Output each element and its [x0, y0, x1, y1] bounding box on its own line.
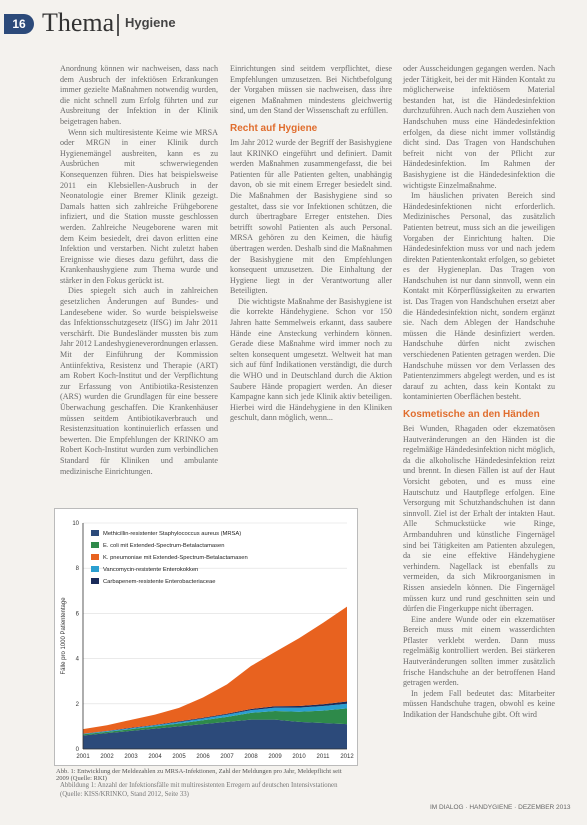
x-tick-label: 2007 [220, 754, 234, 760]
paragraph: In jedem Fall bedeutet das: Mitarbeiter müssen Handschuhe tragen, obwohl es keine Indikation der Handschuhe gibt. Oft wird [403, 688, 555, 720]
x-tick-label: 2012 [340, 754, 354, 760]
chart-figure [54, 508, 358, 766]
paragraph: Einrichtungen sind seitdem verpflichtet, diese Empfehlungen umzusetzen. Bei Nichtbefolgung der Vorgaben müssen sie nachweisen, dass ihre eigenen Maßnahmen mindestens gleichwertig sind, um den Stand der Wissenschaft zu erfüllen. [230, 64, 392, 116]
area-chart [55, 509, 357, 765]
title-separator [117, 14, 119, 36]
legend-label: Carbapenem-resistente Enterobacteriaceae [103, 579, 216, 585]
column-3 [403, 64, 555, 721]
legend-swatch [91, 554, 99, 560]
x-tick-label: 2004 [148, 754, 162, 760]
x-tick-label: 2001 [76, 754, 90, 760]
legend-swatch [91, 566, 99, 572]
figure-caption: Abb. 1: Entwicklung der Meldezahlen zu MRSA-Infektionen, Zahl der Meldungen pro Jahr, Meldepflicht seit 2009 (Quelle: RKI) [56, 768, 342, 782]
legend-label: Methicillin-resistenter Staphylococcus aureus (MRSA) [103, 531, 242, 537]
paragraph: Anordnung können wir nachweisen, dass nach dem Ausbruch der infektiösen Erkrankungen immer gezielte Maßnahmen notwendig wurden, die nicht schnell zum Erfolg führten und zur Ausbreitung der Infektion in der Klinik beigetragen haben. [60, 64, 218, 126]
section-heading: Recht auf Hygiene [230, 122, 318, 134]
page-number: 16 [4, 14, 34, 34]
y-tick-label: 10 [72, 521, 79, 527]
legend-label: Vancomycin-resistente Enterokokken [103, 567, 199, 573]
x-tick-label: 2009 [268, 754, 282, 760]
paragraph: Wenn sich multiresistente Keime wie MRSA oder MRGN in einer Klinik durch Hygienemängel ausbreiten, kann es zu Ausbrüchen mit schwerwiegenden Konsequenzen führen. Dies hat beispielsweise 2011 ein Klebsiellen-Ausbruch in der Neonatologie einer Bremer Klinik gezeigt. Damals hatten sich zahlreiche Frühgeborene infiziert, und die Station musste geschlossen werden. Zahlreiche Neugeborene waren mit dem Keim besiedelt, drei davon erlitten eine Infektion und verstarben. Nicht zuletzt haben Ereignisse wie dieses dazu geführt, dass die Krankenhaushygiene zum Thema wurde und stärker in den Fokus gerückt ist. [60, 127, 218, 285]
y-tick-label: 2 [75, 701, 79, 708]
legend-label: E. coli mit Extended-Spectrum-Betalactamasen [103, 543, 225, 549]
x-tick-label: 2011 [316, 754, 330, 760]
y-tick-label: 6 [75, 611, 79, 618]
legend-swatch [91, 578, 99, 584]
y-tick-label: 4 [75, 656, 79, 663]
paragraph: Im häuslichen privaten Bereich sind Händedesinfektionen nicht erforderlich. Medizinisches Personal, das zusätzlich Patienten betreut, muss sich an die jeweiligen Vorgaben der Einrichtung halten. Die Händedesinfektion muss vor und nach jedem direkten Patientenkontakt erfolgen, so gebietet es der Hygieneplan. Das Tragen von Handschuhen ist nur dann sinnvoll, wenn ein Kontakt mit Körperflüssigkeiten zu erwarten ist. Das Tragen von Handschuhen ersetzt aber die Händedesinfektion nicht, sondern ergänzt sie. Nach dem Ablegen der Handschuhe müssen die Hände desinfiziert werden. Handschuhe dürfen nicht zwischen verschiedenen Patienten getragen werden. Die Handschuhe müssen vor dem Verlassen des Patientenzimmers abgelegt werden, und es ist darauf zu achten, dass kein Kontakt zu kontaminierten Oberflächen besteht. [403, 191, 555, 402]
paragraph: Eine andere Wunde oder ein ekzematöser Bereich muss mit einem wasserdichten Pflaster verklebt werden. Dann muss regelmäßig kontrolliert werden. Bei stärkeren Hautveränderungen sollten immer zusätzlich frische Handschuhe an der betroffenen Hand getragen werden. [403, 614, 555, 688]
y-tick-label: 8 [75, 566, 79, 573]
paragraph: Dies spiegelt sich auch in zahlreichen gesetzlichen Änderungen auf Bundes- und Landesebene wider. So wurde beispielsweise das Infektionsschutzgesetz (IfSG) im Jahr 2011 verschärft. Die Bundesländer mussten bis zum Jahr 2012 Landeshygieneverordnungen erlassen. Mit der Einführung der Kommission Antiinfektiva, Resistenz und Therapie (ART) am Robert Koch-Institut und der Verpflichtung zur Erfassung von Antibiotika-Resistenzen (ARS) wurden die Grundlagen für eine bessere Überwachung geschaffen. Die Krankenhäuser müssen seitdem Antibiotikaverbrauch und Resistenzsituation kontinuierlich erfassen und bewerten. Die Empfehlungen der KRINKO am Robert Koch-Institut wurden zum verbindlichen Standard für Kliniken und ambulante medizinische Einrichtungen. [60, 286, 218, 476]
paragraph: oder Ausscheidungen gegangen werden. Nach jeder Tätigkeit, bei der mit Händen Kontakt zu möglicherweise infektiösem Material bestanden hat, ist die Händedesinfektion durchzuführen. Auch nach dem Ausziehen von Handschuhen muss eine Händedesinfektion erfolgen, da diese nicht immer vollständig dicht sind. Das Tragen von Handschuhen befreit nicht von der Pflicht zur Händedesinfektion. Im Rahmen der Basishygiene ist die Händedesinfektion die wichtigste Einzelmaßnahme. [403, 64, 555, 190]
column-2 [230, 64, 392, 424]
column-1 [60, 64, 218, 477]
section-subtitle: Hygiene [125, 15, 176, 30]
x-tick-label: 2005 [172, 754, 186, 760]
x-tick-label: 2003 [124, 754, 138, 760]
x-tick-label: 2006 [196, 754, 210, 760]
legend-swatch [91, 542, 99, 548]
paragraph: Die wichtigste Maßnahme der Basishygiene ist die korrekte Händehygiene. Schon vor 150 Jahren hatte Semmelweis erkannt, dass saubere Hände eine Ansteckung verhindern können. Gerade diese Maßnahme wird immer noch zu selten konsequent umgesetzt. Weltweit hat man sich auf fünf Indikationen verständigt, die durch die WHO und in Deutschland durch die Aktion Saubere Hände propagiert werden. An dieser Kampagne kann sich jede Klinik aktiv beteiligen. Hierbei wird die Händehygiene in den Kliniken geschult, dann möglich, wenn... [230, 296, 392, 423]
section-heading: Kosmetische an den Händen [403, 409, 540, 420]
legend-label: K. pneumoniae mit Extended-Spectrum-Betalactamasen [103, 555, 248, 561]
y-tick-label: 0 [75, 747, 79, 753]
page-footer: IM DIALOG · HANDYGIENE · DEZEMBER 2013 [430, 804, 571, 811]
figure-footnote: Abbildung 1: Anzahl der Infektionsfälle mit multiresistenten Erregern auf deutschen Intensivstationen (Quelle: KISS/KRINKO, Stand 2012, Seite 33) [60, 782, 338, 798]
section-title: Thema [42, 8, 115, 37]
x-tick-label: 2010 [292, 754, 306, 760]
x-tick-label: 2008 [244, 754, 258, 760]
legend-swatch [91, 530, 99, 536]
paragraph: Bei Wunden, Rhagaden oder ekzematösen Hautveränderungen an den Händen ist die regelmäßige Händedesinfektion nicht möglich, da die alkoholische Händedesinfektion reizt und brennt. In diesen Fällen ist auf der Haut Vorsicht geboten, und es muss eine Hautschutz und Hautpflege erfolgen. Eine Versorgung mit Schutzhandschuhen ist dann sinnvoll. Ziel ist der Erhalt der intakten Haut. Alle Schmuckstücke wie Ringe, Armbanduhren und künstliche Fingernägel sind bei Tätigkeiten am Patienten abzulegen, da sie eine effektive Händehygiene verhindern. Nagellack ist ebenfalls zu vermeiden, da sich Mikroorganismen in Rissen ansiedeln können. Die Fingernägel müssen kurz und rund geschnitten sein und dürfen die Fingerkuppe nicht überragen. [403, 424, 555, 614]
x-tick-label: 2002 [100, 754, 114, 760]
y-axis-label: Fälle pro 1000 Patiententage [61, 597, 67, 675]
paragraph: Im Jahr 2012 wurde der Begriff der Basishygiene laut KRINKO eingeführt und definiert. Damit werden Maßnahmen zusammengefasst, die bei Patienten für alle Patienten gelten, unabhängig davon, ob sie mit einem Erreger besiedelt sind. Die Maßnahmen der Basishygiene sind so gestaltet, dass sie vor Infektionen schützen, die durch übertragbare Erreger entstehen. Dies betrifft sowohl Patienten als auch Personal. MRSA gehören zu den Keimen, die häufig übertragen werden. Deshalb sind die Maßnahmen der Basishygiene mit den Empfehlungen konsequent umzusetzen. Die Einhaltung der Hygiene liegt in der Verantwortung aller Beteiligten. [230, 137, 392, 296]
